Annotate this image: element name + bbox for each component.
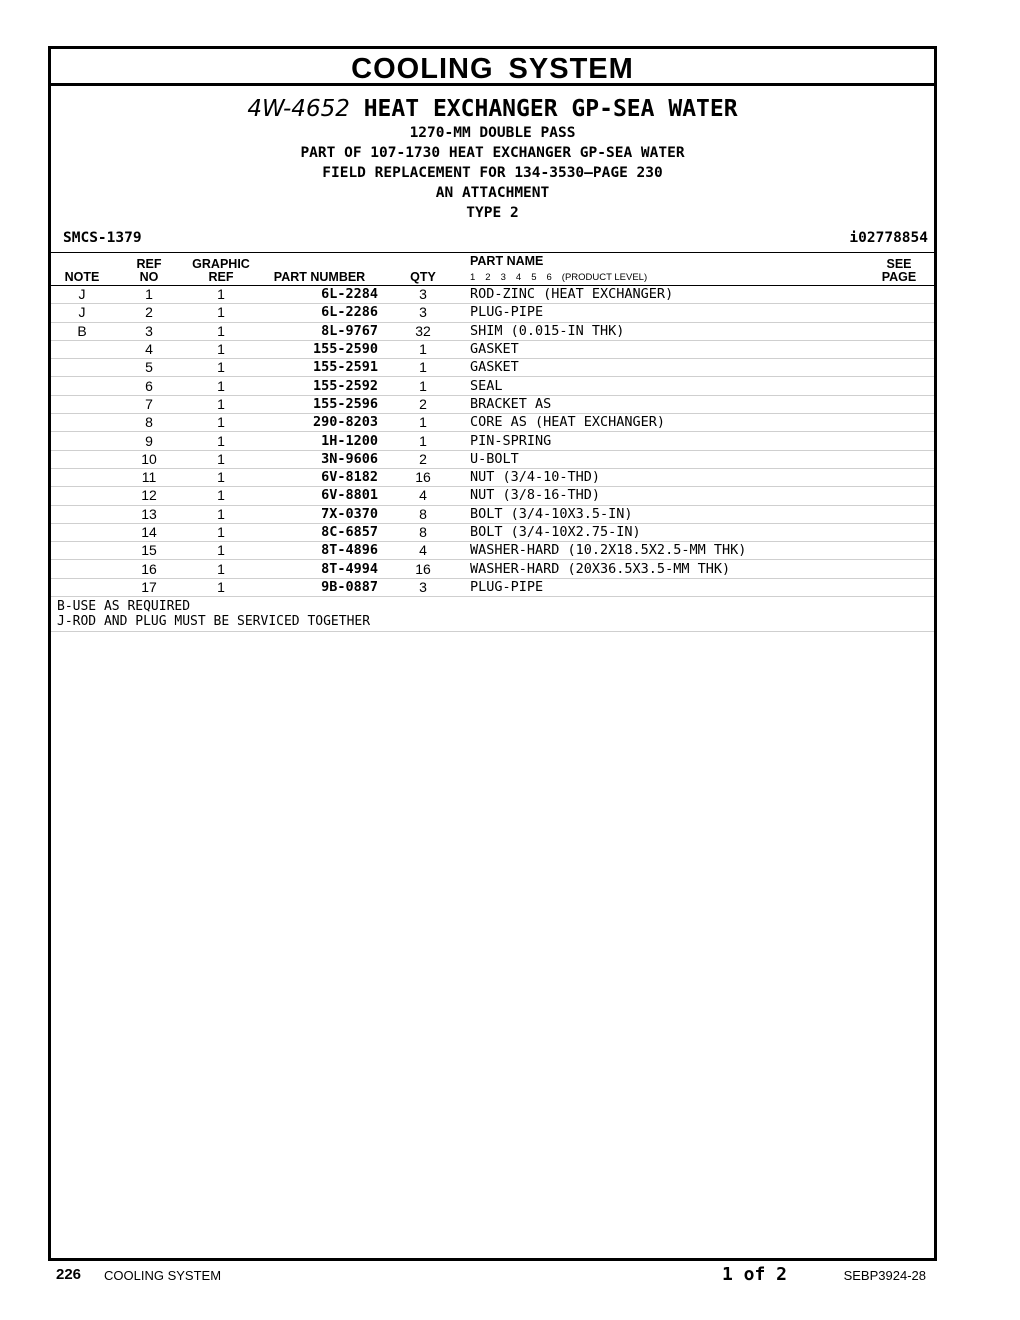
table-row xyxy=(51,340,934,358)
cell-note xyxy=(51,395,113,413)
meta-row xyxy=(51,230,934,252)
header-qty: QTY xyxy=(382,253,464,286)
table-row xyxy=(51,523,934,541)
table-row xyxy=(51,505,934,523)
cell-note xyxy=(51,542,113,560)
cell-part-name: BOLT (3/4-10X3.5-IN) xyxy=(464,505,864,523)
cell-part-name: NUT (3/4-10-THD) xyxy=(464,468,864,486)
cell-part-name: PLUG-PIPE xyxy=(464,578,864,596)
cell-note xyxy=(51,505,113,523)
cell-qty: 3 xyxy=(382,578,464,596)
cell-ref-no: 11 xyxy=(113,468,185,486)
cell-see-page xyxy=(864,468,934,486)
header-part-name: PART NAME 1 2 3 4 5 6 (PRODUCT LEVEL) xyxy=(464,253,864,286)
cell-ref-no: 16 xyxy=(113,560,185,578)
cell-qty: 16 xyxy=(382,560,464,578)
cell-ref-no: 17 xyxy=(113,578,185,596)
header-graphic-ref: GRAPHIC REF xyxy=(185,253,257,286)
cell-note xyxy=(51,560,113,578)
cell-ref-no: 13 xyxy=(113,505,185,523)
header-part-number: PART NUMBER xyxy=(257,253,382,286)
cell-note: J xyxy=(51,304,113,322)
cell-graphic-ref: 1 xyxy=(185,377,257,395)
cell-part-number: 8L-9767 xyxy=(257,322,382,340)
table-row xyxy=(51,359,934,377)
cell-ref-no: 5 xyxy=(113,359,185,377)
cell-part-number: 155-2596 xyxy=(257,395,382,413)
cell-see-page xyxy=(864,395,934,413)
cell-note xyxy=(51,432,113,450)
cell-ref-no: 14 xyxy=(113,523,185,541)
cell-see-page xyxy=(864,414,934,432)
cell-part-name: GASKET xyxy=(464,340,864,358)
cell-part-name: CORE AS (HEAT EXCHANGER) xyxy=(464,414,864,432)
cell-see-page xyxy=(864,432,934,450)
cell-part-name: PLUG-PIPE xyxy=(464,304,864,322)
notes-block xyxy=(51,597,934,632)
cell-see-page xyxy=(864,359,934,377)
section-title: COOLING SYSTEM xyxy=(51,49,934,86)
group-number: 4W-4652 xyxy=(247,96,350,122)
cell-part-number: 155-2590 xyxy=(257,340,382,358)
cell-see-page xyxy=(864,487,934,505)
cell-part-name: SHIM (0.015-IN THK) xyxy=(464,322,864,340)
cell-graphic-ref: 1 xyxy=(185,359,257,377)
cell-part-name: BRACKET AS xyxy=(464,395,864,413)
cell-qty: 32 xyxy=(382,322,464,340)
cell-note xyxy=(51,359,113,377)
illustration-id: i02778854 xyxy=(849,230,928,246)
cell-part-number: 155-2592 xyxy=(257,377,382,395)
cell-graphic-ref: 1 xyxy=(185,523,257,541)
cell-graphic-ref: 1 xyxy=(185,340,257,358)
cell-part-number: 8T-4994 xyxy=(257,560,382,578)
cell-note: B xyxy=(51,322,113,340)
cell-qty: 2 xyxy=(382,450,464,468)
cell-ref-no: 9 xyxy=(113,432,185,450)
cell-part-name: BOLT (3/4-10X2.75-IN) xyxy=(464,523,864,541)
group-line-1: 1270-MM DOUBLE PASS xyxy=(409,125,576,141)
cell-note xyxy=(51,340,113,358)
table-row xyxy=(51,578,934,596)
cell-qty: 3 xyxy=(382,286,464,304)
cell-qty: 4 xyxy=(382,487,464,505)
table-header-row xyxy=(51,253,934,286)
group-line-5: TYPE 2 xyxy=(466,205,519,221)
table-row xyxy=(51,450,934,468)
cell-qty: 1 xyxy=(382,359,464,377)
table-row xyxy=(51,560,934,578)
cell-note xyxy=(51,450,113,468)
cell-see-page xyxy=(864,340,934,358)
cell-part-number: 9B-0887 xyxy=(257,578,382,596)
cell-graphic-ref: 1 xyxy=(185,505,257,523)
cell-qty: 16 xyxy=(382,468,464,486)
table-row xyxy=(51,322,934,340)
cell-part-number: 3N-9606 xyxy=(257,450,382,468)
table-row xyxy=(51,542,934,560)
cell-graphic-ref: 1 xyxy=(185,432,257,450)
cell-part-number: 6L-2286 xyxy=(257,304,382,322)
cell-qty: 8 xyxy=(382,505,464,523)
cell-see-page xyxy=(864,560,934,578)
cell-ref-no: 4 xyxy=(113,340,185,358)
cell-part-number: 6V-8182 xyxy=(257,468,382,486)
table-row xyxy=(51,286,934,304)
page-count: 1 of 2 xyxy=(722,1264,788,1285)
cell-qty: 1 xyxy=(382,340,464,358)
cell-see-page xyxy=(864,542,934,560)
cell-part-name: WASHER-HARD (20X36.5X3.5-MM THK) xyxy=(464,560,864,578)
cell-see-page xyxy=(864,450,934,468)
cell-graphic-ref: 1 xyxy=(185,468,257,486)
cell-ref-no: 2 xyxy=(113,304,185,322)
cell-part-number: 155-2591 xyxy=(257,359,382,377)
page-footer xyxy=(56,1264,926,1288)
table-row xyxy=(51,487,934,505)
cell-note xyxy=(51,578,113,596)
cell-part-number: 6V-8801 xyxy=(257,487,382,505)
cell-see-page xyxy=(864,578,934,596)
table-row xyxy=(51,304,934,322)
header-see-page: SEE PAGE xyxy=(864,253,934,286)
cell-qty: 8 xyxy=(382,523,464,541)
cell-see-page xyxy=(864,377,934,395)
table-row xyxy=(51,414,934,432)
cell-graphic-ref: 1 xyxy=(185,304,257,322)
cell-part-number: 8T-4896 xyxy=(257,542,382,560)
note-b: B-USE AS REQUIRED xyxy=(57,599,191,615)
cell-part-number: 290-8203 xyxy=(257,414,382,432)
table-row xyxy=(51,395,934,413)
cell-qty: 3 xyxy=(382,304,464,322)
cell-ref-no: 15 xyxy=(113,542,185,560)
cell-qty: 1 xyxy=(382,377,464,395)
cell-see-page xyxy=(864,304,934,322)
cell-ref-no: 7 xyxy=(113,395,185,413)
cell-graphic-ref: 1 xyxy=(185,578,257,596)
cell-graphic-ref: 1 xyxy=(185,414,257,432)
cell-graphic-ref: 1 xyxy=(185,322,257,340)
cell-graphic-ref: 1 xyxy=(185,286,257,304)
cell-note xyxy=(51,468,113,486)
cell-part-name: PIN-SPRING xyxy=(464,432,864,450)
cell-part-number: 7X-0370 xyxy=(257,505,382,523)
cell-graphic-ref: 1 xyxy=(185,487,257,505)
parts-table xyxy=(51,252,934,597)
cell-note xyxy=(51,414,113,432)
cell-see-page xyxy=(864,505,934,523)
group-line-2: PART OF 107-1730 HEAT EXCHANGER GP-SEA WATER xyxy=(300,145,685,161)
cell-note xyxy=(51,377,113,395)
cell-ref-no: 6 xyxy=(113,377,185,395)
note-j: J-ROD AND PLUG MUST BE SERVICED TOGETHER xyxy=(57,614,371,630)
cell-part-number: 6L-2284 xyxy=(257,286,382,304)
parts-table-body xyxy=(51,286,934,597)
product-levels: 1 2 3 4 5 6 (PRODUCT LEVEL) xyxy=(470,272,648,283)
page-frame xyxy=(48,46,937,1261)
cell-see-page xyxy=(864,322,934,340)
cell-ref-no: 3 xyxy=(113,322,185,340)
cell-note xyxy=(51,523,113,541)
group-line-3: FIELD REPLACEMENT FOR 134-3530—PAGE 230 xyxy=(322,165,663,181)
cell-ref-no: 1 xyxy=(113,286,185,304)
cell-part-name: SEAL xyxy=(464,377,864,395)
cell-see-page xyxy=(864,523,934,541)
header-note: NOTE xyxy=(51,253,113,286)
group-name: HEAT EXCHANGER GP-SEA WATER xyxy=(363,96,738,122)
cell-ref-no: 12 xyxy=(113,487,185,505)
table-row xyxy=(51,377,934,395)
header-ref-no: REF NO xyxy=(113,253,185,286)
group-title xyxy=(51,95,934,123)
cell-part-number: 8C-6857 xyxy=(257,523,382,541)
table-row xyxy=(51,432,934,450)
cell-graphic-ref: 1 xyxy=(185,395,257,413)
group-line-4: AN ATTACHMENT xyxy=(435,185,550,201)
cell-part-name: GASKET xyxy=(464,359,864,377)
cell-part-name: NUT (3/8-16-THD) xyxy=(464,487,864,505)
cell-see-page xyxy=(864,286,934,304)
table-row xyxy=(51,468,934,486)
smcs-code: SMCS-1379 xyxy=(63,230,142,246)
cell-ref-no: 10 xyxy=(113,450,185,468)
cell-qty: 1 xyxy=(382,414,464,432)
cell-part-name: ROD-ZINC (HEAT EXCHANGER) xyxy=(464,286,864,304)
cell-qty: 1 xyxy=(382,432,464,450)
cell-graphic-ref: 1 xyxy=(185,450,257,468)
cell-note: J xyxy=(51,286,113,304)
page-number: 226 xyxy=(56,1266,82,1283)
footer-section: COOLING SYSTEM xyxy=(104,1268,222,1283)
document-id: SEBP3924-28 xyxy=(843,1268,926,1283)
cell-part-number: 1H-1200 xyxy=(257,432,382,450)
cell-graphic-ref: 1 xyxy=(185,560,257,578)
cell-qty: 4 xyxy=(382,542,464,560)
cell-note xyxy=(51,487,113,505)
cell-qty: 2 xyxy=(382,395,464,413)
cell-ref-no: 8 xyxy=(113,414,185,432)
cell-part-name: WASHER-HARD (10.2X18.5X2.5-MM THK) xyxy=(464,542,864,560)
cell-graphic-ref: 1 xyxy=(185,542,257,560)
cell-part-name: U-BOLT xyxy=(464,450,864,468)
